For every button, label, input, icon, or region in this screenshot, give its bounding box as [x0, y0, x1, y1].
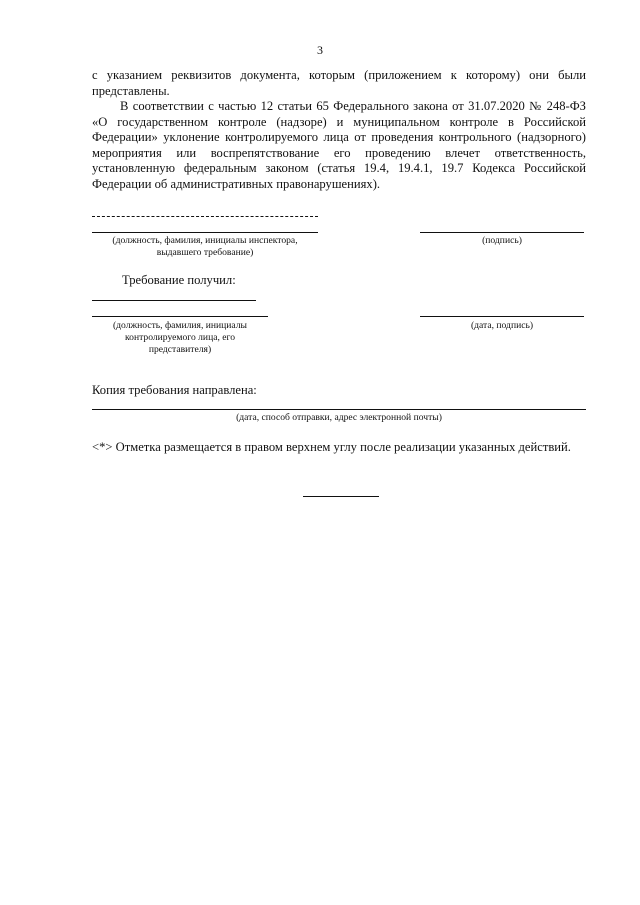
date-signature-caption: (дата, подпись) — [470, 320, 534, 331]
recipient-caption-line-2: контролируемого лица, его — [124, 332, 236, 343]
copy-label: Копия требования направлена: — [92, 383, 257, 397]
paragraph-legal-reference: В соответствии с частью 12 статьи 65 Федерального закона от 31.07.2020 № 248-ФЗ «О государственном контроле (надзоре) и муниципальном контроле в Российской Федерации» уклонение контролируемого лица от проведения контрольного (надзорного) мероприятия или воспрепятствование его проведению влечет ответственность, установленную федеральным законом (статья 19.4, 19.4.1, 19.7 Кодекса Российской Федерации об административных правонарушениях). — [92, 99, 586, 191]
footnote: <*> Отметка размещается в правом верхнем углу после реализации указанных действий. — [92, 440, 571, 454]
closing-rule — [303, 496, 379, 497]
recipient-name-line-upper — [92, 300, 256, 301]
received-label: Требование получил: — [122, 273, 236, 287]
recipient-name-line — [92, 316, 268, 317]
recipient-caption-line-1: (должность, фамилия, инициалы — [112, 320, 247, 331]
recipient-caption-line-3: представителя) — [148, 344, 212, 355]
signature-caption: (подпись) — [482, 235, 522, 246]
inspector-caption-line-2: выдавшего требование) — [156, 247, 254, 258]
date-signature-line — [420, 316, 584, 317]
page-number: 3 — [317, 43, 323, 57]
inspector-caption-line-1: (должность, фамилия, инициалы инспектора, — [112, 235, 298, 246]
inspector-name-line-upper — [92, 216, 318, 217]
inspector-name-line — [92, 232, 318, 233]
copy-caption: (дата, способ отправки, адрес электронной почты) — [236, 412, 442, 423]
signature-line — [420, 232, 584, 233]
paragraph-continuation: с указанием реквизитов документа, которым (приложением к которому) они были представлены. — [92, 68, 586, 98]
copy-details-line — [92, 409, 586, 410]
